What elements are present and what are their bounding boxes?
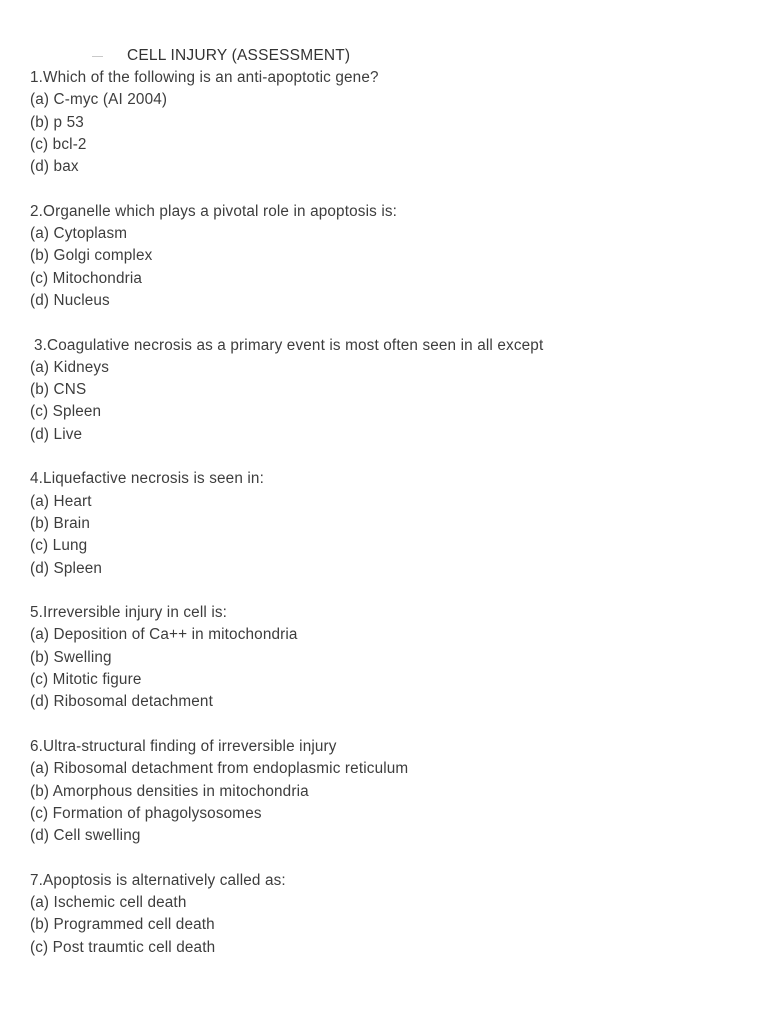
answer-option: (b) p 53 xyxy=(30,113,84,131)
answer-option: (a) Ischemic cell death xyxy=(30,893,187,911)
question-3 xyxy=(30,335,750,446)
answer-option: (c) Mitotic figure xyxy=(30,671,142,689)
answer-option: (c) Mitochondria xyxy=(30,269,143,287)
answer-option: (b) Brain xyxy=(30,514,91,532)
question-5 xyxy=(30,602,750,713)
answer-option: (d) Spleen xyxy=(30,559,103,577)
question-2 xyxy=(30,201,750,312)
question-1 xyxy=(30,67,750,178)
answer-option: (a) Deposition of Ca++ in mitochondria xyxy=(30,626,298,644)
answer-option: (c) Spleen xyxy=(30,403,102,421)
answer-option: (b) CNS xyxy=(30,381,87,399)
answer-option: (a) C-myc (AI 2004) xyxy=(30,91,168,109)
answer-option: (d) Nucleus xyxy=(30,291,110,309)
question-stem: 1.Which of the following is an anti-apoptotic gene? xyxy=(30,69,379,86)
answer-option: (d) Live xyxy=(30,425,83,443)
answer-option: (b) Amorphous densities in mitochondria xyxy=(30,782,309,800)
question-4 xyxy=(30,468,750,579)
question-stem: 2.Organelle which plays a pivotal role in apoptosis is: xyxy=(30,202,398,220)
title-dash-mark xyxy=(92,56,103,57)
question-stem: 7.Apoptosis is alternatively called as: xyxy=(30,871,286,889)
answer-option: (c) Lung xyxy=(30,537,88,555)
answer-option: (d) bax xyxy=(30,158,79,176)
answer-option: (a) Kidneys xyxy=(30,358,110,376)
answer-option: (a) Heart xyxy=(30,492,92,510)
answer-option: (c) Post traumtic cell death xyxy=(30,938,216,956)
document-title: CELL INJURY (ASSESSMENT) xyxy=(127,47,351,64)
answer-option: (a) Ribosomal detachment from endoplasmic reticulum xyxy=(30,760,409,778)
answer-option: (a) Cytoplasm xyxy=(30,225,128,243)
answer-option: (d) Cell swelling xyxy=(30,827,141,845)
question-stem: 6.Ultra-structural finding of irreversible injury xyxy=(30,737,337,755)
title-row xyxy=(0,47,768,67)
question-stem: 4.Liquefactive necrosis is seen in: xyxy=(30,470,264,488)
question-6 xyxy=(30,736,750,847)
question-stem: 3.Coagulative necrosis as a primary event is most often seen in all except xyxy=(34,336,544,354)
answer-option: (c) bcl-2 xyxy=(30,135,87,153)
question-stem: 5.Irreversible injury in cell is: xyxy=(30,604,228,622)
answer-option: (d) Ribosomal detachment xyxy=(30,693,213,711)
question-list xyxy=(30,67,750,981)
question-7 xyxy=(30,870,750,959)
answer-option: (c) Formation of phagolysosomes xyxy=(30,804,262,822)
answer-option: (b) Swelling xyxy=(30,648,112,666)
answer-option: (b) Golgi complex xyxy=(30,247,153,265)
answer-option: (b) Programmed cell death xyxy=(30,916,215,934)
